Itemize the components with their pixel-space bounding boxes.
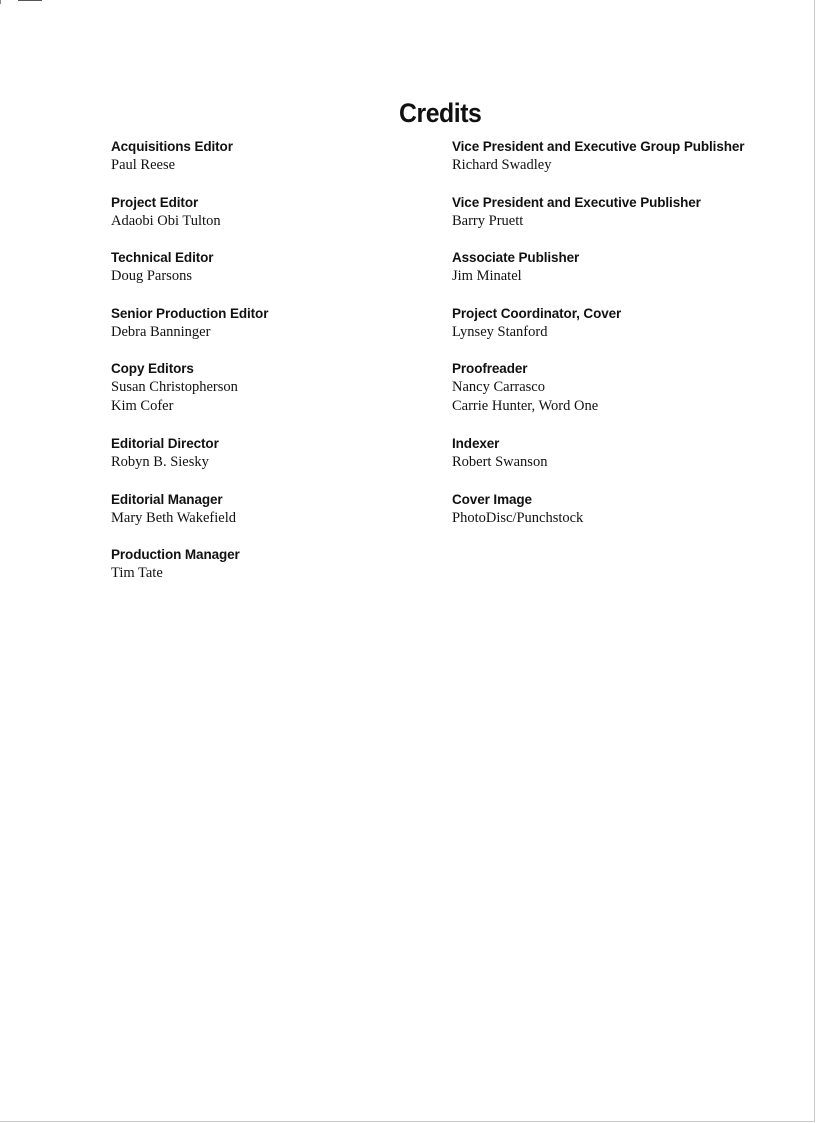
credit-role: Proofreader — [452, 361, 528, 377]
credit-role: Cover Image — [452, 491, 532, 507]
credit-associate-publisher — [452, 249, 802, 305]
credit-name: Doug Parsons — [111, 268, 192, 285]
credit-name: Paul Reese — [111, 157, 176, 173]
credit-technical-editor — [111, 249, 431, 305]
credit-name: Susan Christopherson — [111, 379, 238, 396]
credit-name: Jim Minatel — [452, 268, 522, 285]
credit-name: PhotoDisc/Punchstock — [452, 509, 584, 526]
credit-editorial-director — [111, 435, 431, 491]
credit-role: Associate Publisher — [452, 250, 580, 266]
page-title: Credits — [399, 98, 482, 128]
credit-name: Tim Tate — [111, 565, 163, 582]
credit-vp-executive-publisher — [452, 194, 802, 250]
crop-tick — [0, 0, 1, 4]
credit-role: Editorial Manager — [111, 491, 223, 507]
credit-copy-editors — [111, 360, 431, 435]
credit-name: Robyn B. Siesky — [111, 453, 209, 470]
credits-column-right — [452, 138, 802, 546]
credit-project-editor — [111, 194, 431, 250]
credit-name: Lynsey Stanford — [452, 323, 548, 340]
credit-role: Indexer — [452, 435, 500, 451]
credit-name: Barry Pruett — [452, 212, 524, 229]
credit-name: Carrie Hunter, Word One — [452, 398, 599, 415]
credit-role: Production Manager — [111, 547, 240, 563]
credit-vp-executive-group-publisher — [452, 138, 802, 194]
credits-column-left — [111, 138, 431, 602]
credit-cover-image — [452, 491, 802, 547]
credit-role: Copy Editors — [111, 361, 194, 377]
credit-name: Richard Swadley — [452, 157, 552, 173]
credit-role: Senior Production Editor — [111, 305, 269, 321]
credit-senior-production-editor — [111, 305, 431, 361]
credit-production-manager — [111, 546, 431, 602]
credit-role: Vice President and Executive Publisher — [452, 194, 701, 210]
credit-role: Technical Editor — [111, 250, 214, 266]
credit-editorial-manager — [111, 491, 431, 547]
credit-role: Vice President and Executive Group Publisher — [452, 139, 745, 154]
credit-name: Kim Cofer — [111, 398, 174, 415]
credit-name: Nancy Carrasco — [452, 379, 545, 396]
credit-name: Mary Beth Wakefield — [111, 509, 236, 526]
credit-role: Project Editor — [111, 194, 199, 210]
credit-name: Robert Swanson — [452, 453, 548, 470]
crop-mark — [18, 0, 42, 1]
credit-proofreader — [452, 360, 802, 435]
credit-indexer — [452, 435, 802, 491]
credit-name: Adaobi Obi Tulton — [111, 212, 221, 229]
credit-name: Debra Banninger — [111, 323, 211, 340]
credit-role: Acquisitions Editor — [111, 139, 233, 154]
credit-acquisitions-editor — [111, 138, 431, 194]
credit-role: Editorial Director — [111, 435, 219, 451]
credit-project-coordinator-cover — [452, 305, 802, 361]
credit-role: Project Coordinator, Cover — [452, 305, 622, 321]
